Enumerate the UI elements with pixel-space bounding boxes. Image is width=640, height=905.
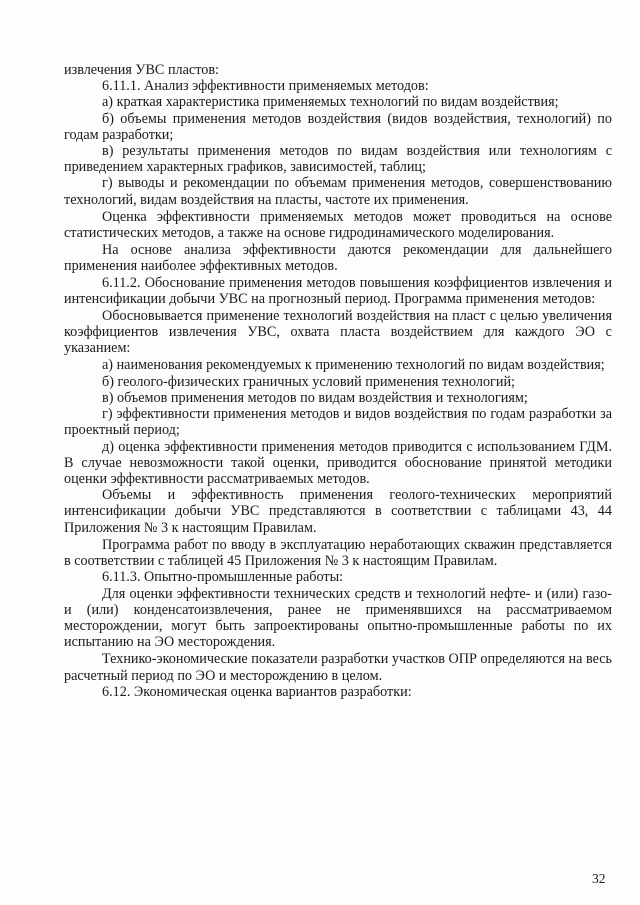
paragraph: Для оценки эффективности технических средств и технологий нефте- и (или) газо- и (или) конденсатоизвлечения, ранее не применявшихся на рассматриваемом месторождении, могут быть запроектированы опытно-промышленные работы по их испытанию на ЭО месторождения.: [64, 585, 612, 651]
list-item-b: б) геолого-физических граничных условий применения технологий;: [102, 373, 515, 390]
list-item-g: г) выводы и рекомендации по объемам применения методов, совершенствованию технологий, видам воздействия на пласты, частоте их применения.: [64, 175, 612, 208]
paragraph: Оценка эффективности применяемых методов может проводиться на основе статистических методов, а также на основе гидродинамического моделирования.: [64, 208, 612, 242]
list-item-a: а) наименования рекомендуемых к применению технологий по видам воздействия;: [102, 356, 605, 373]
paragraph-continuation: извлечения УВС пластов:: [64, 62, 219, 78]
paragraph: Программа работ по вводу в эксплуатацию неработающих скважин представляется в соответствии с таблицей 45 Приложения № 3 к настоящим Правилам.: [64, 536, 612, 570]
section-heading-6-11-2: 6.11.2. Обоснование применения методов повышения коэффициентов извлечения и интенсификации добычи УВС на прогнозный период. Программа применения методов:: [64, 274, 612, 307]
list-item-v: в) объемов применения методов по видам воздействия и технологиям;: [102, 390, 528, 407]
paragraph: Объемы и эффективность применения геолого-технических мероприятий интенсификации добычи УВС представляются в соответствии с таблицами 43, 44 Приложения № 3 к настоящим Правилам.: [64, 487, 612, 536]
page-number: 32: [592, 871, 606, 886]
list-item-v: в) результаты применения методов по видам воздействия или технологиям с приведением характерных графиков, зависимостей, таблиц;: [64, 143, 612, 176]
section-heading-6-11-3: 6.11.3. Опытно-промышленные работы:: [102, 569, 344, 586]
list-item-a: а) краткая характеристика применяемых технологий по видам воздействия;: [102, 94, 559, 111]
list-item-b: б) объемы применения методов воздействия (видов воздействия, технологий) по годам разработки;: [64, 110, 612, 143]
paragraph: На основе анализа эффективности даются рекомендации для дальнейшего применения наиболее эффективных методов.: [64, 242, 612, 275]
paragraph: Технико-экономические показатели разработки участков ОПР определяются на весь расчетный период по ЭО и месторождению в целом.: [64, 651, 613, 684]
section-heading-6-12: 6.12. Экономическая оценка вариантов разработки:: [102, 683, 412, 700]
list-item-g: г) эффективности применения методов и видов воздействия по годам разработки за проектный период;: [64, 406, 612, 439]
paragraph: Обосновывается применение технологий воздействия на пласт с целью увеличения коэффициентов извлечения УВС, охвата пласта воздействием для каждого ЭО с указанием:: [64, 308, 612, 357]
document-body: [64, 62, 612, 700]
list-item-d: д) оценка эффективности применения методов приводится с использованием ГДМ. В случае невозможности такой оценки, приводится обоснование принятой методики оценки эффективности рассматриваемых методов.: [64, 438, 612, 488]
section-heading-6-11-1: 6.11.1. Анализ эффективности применяемых методов:: [102, 78, 429, 95]
